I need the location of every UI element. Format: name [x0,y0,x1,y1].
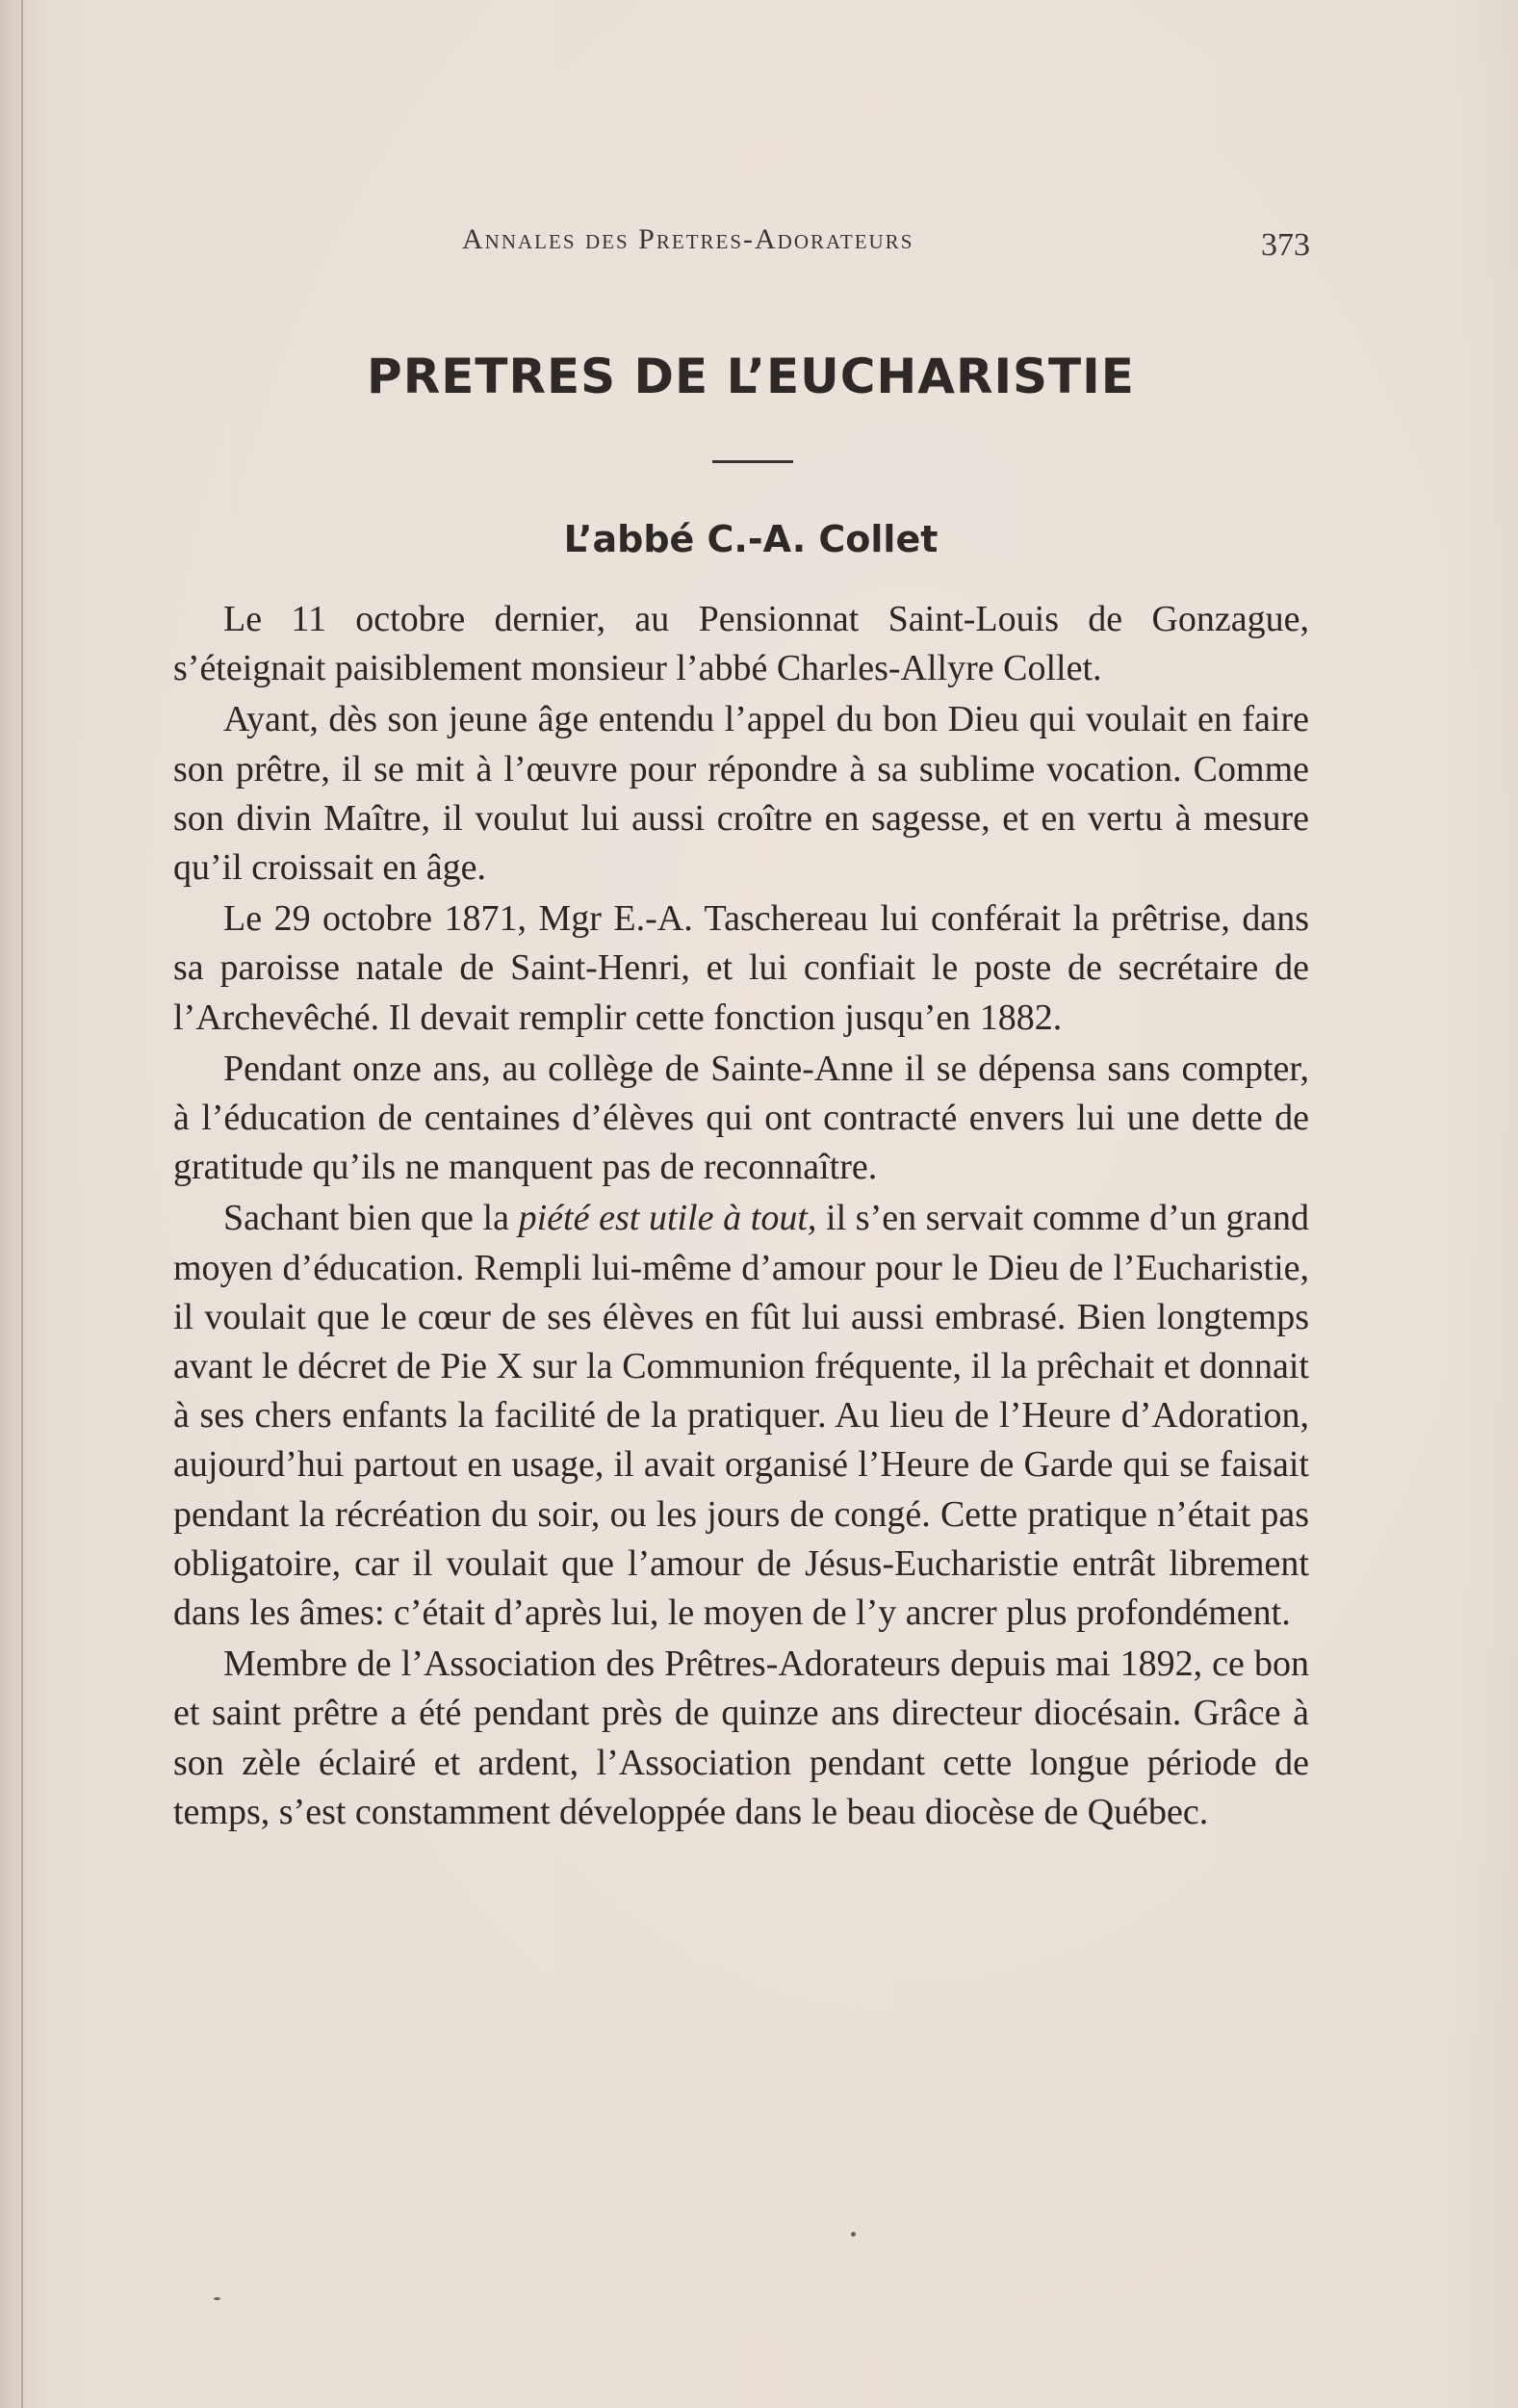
binding-edge-line [21,0,23,2408]
paper-speck [851,2232,856,2237]
paragraph-2: Ayant, dès son jeune âge entendu l’appel du bon Dieu qui voulait en faire son prêtre, il se mit à l’œuvre pour répondre à sa sublime vocation. Comme son divin Maître, il voulut lui aussi croître en sagesse, et en vertu à mesure qu’il croissait en âge. [173,699,1309,889]
paragraph-5-rest: il s’en servait comme d’un grand moyen d’éducation. Rempli lui-même d’amour pour le Dieu de l’Eucharistie, il voulait que le cœur de ses élèves en fût lui aussi embrasé. Bien longtemps avant le décret de Pie X sur la Communion fréquente, il la prêchait et donnait à ses chers enfants la facilité de la pratiquer. Au lieu de l’Heure d’Adoration, aujourd’hui partout en usage, il avait organisé l’Heure de Garde qui se faisait pendant la récréation du soir, ou les jours de congé. Cette pratique n’était pas obligatoire, car il voulait que l’amour de Jésus-Eucharistie entrât librement dans les âmes: c’était d’après lui, le moyen de l’y ancrer plus profondément. [173,1198,1309,1634]
paper-speck [214,2297,220,2300]
article-title: L’abbé C.-A. Collet [563,518,939,560]
paragraph-1: Le 11 octobre dernier, au Pensionnat Saint-Louis de Gonzague, s’éteignait paisiblement monsieur l’abbé Charles-Allyre Collet. [173,599,1309,689]
paragraph-5-italic-phrase: piété est utile à tout, [518,1198,817,1239]
paragraph-5-lead: Sachant bien que la [223,1198,519,1239]
binding-gutter [0,0,39,2408]
running-head [173,223,1328,272]
article-body [173,595,1309,1839]
page-number: 373 [1261,227,1310,263]
running-head-title: Annales des Pretres-Adorateurs [462,223,914,255]
paragraph-6: Membre de l’Association des Prêtres-Adorateurs depuis mai 1892, ce bon et saint prêtre a été pendant près de quinze ans directeur diocésain. Grâce à son zèle éclairé et ardent, l’Association pendant cette longue période de temps, s’est constamment développée dans le beau diocèse de Québec. [173,1644,1309,1832]
section-title: PRETRES DE L’EUCHARISTIE [367,349,1135,404]
paragraph-5 [173,1194,1309,1638]
paragraph-3: Le 29 octobre 1871, Mgr E.-A. Taschereau lui conférait la prêtrise, dans sa paroisse natale de Saint-Henri, et lui confiait le poste de secrétaire de l’Archevêché. Il devait remplir cette fonction jusqu’en 1882. [173,898,1309,1038]
title-divider-rule [712,460,793,463]
paragraph-4: Pendant onze ans, au collège de Sainte-Anne il se dépensa sans compter, à l’éducation de centaines d’élèves qui ont contracté envers lui une dette de gratitude qu’ils ne manquent pas de reconnaître. [173,1048,1309,1188]
